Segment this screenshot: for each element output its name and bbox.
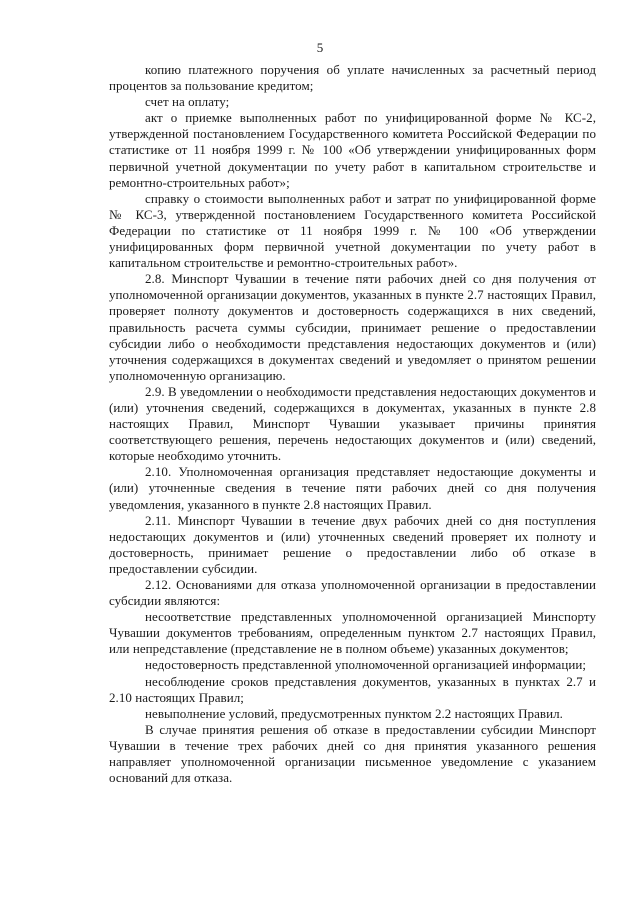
paragraph-payment-order: копию платежного поручения об уплате начисленных за расчетный период процентов за пользование кредитом; (109, 62, 596, 94)
paragraph-clause-2-10: 2.10. Уполномоченная организация представляет недостающие документы и (или) уточненные сведения в течение пяти рабочих дней со дня получения уведомления, указанного в пункте 2.8 настоящих Правил. (109, 464, 596, 512)
paragraph-clause-2-8: 2.8. Минспорт Чувашии в течение пяти рабочих дней со дня получения от уполномоченной организации документов, указанных в пункте 2.7 настоящих Правил, проверяет полноту документов и достоверность содержащихся в них сведений, правильность расчета суммы субсидии, принимает решение о предоставлении субсидии либо о необходимости представления недостающих документов и (или) уточнения содержащихся в документах сведений и уведомляет о принятом решении уполномоченную организацию. (109, 271, 596, 383)
paragraph-invoice: счет на оплату; (145, 94, 230, 110)
paragraph-clause-2-11: 2.11. Минспорт Чувашии в течение двух рабочих дней со дня поступления недостающих документов и (или) уточненных сведений проверяет их полноту и достоверность, принимает решение о предоставлении либо об отказе в предоставлении субсидии. (109, 512, 596, 576)
paragraph-refusal-notice: В случае принятия решения об отказе в предоставлении субсидии Минспорт Чувашии в течение трех рабочих дней со дня принятия указанного решения направляет уполномоченной организации письменное уведомление с указанием оснований для отказа. (109, 721, 596, 786)
paragraph-refusal-reason-1: несоответствие представленных уполномоченной организацией Минспорту Чувашии документов требованиям, определенным пунктом 2.7 настоящих Правил, или непредставление (представление не в полном объеме) указанных документов; (109, 609, 596, 657)
paragraph-clause-2-9: 2.9. В уведомлении о необходимости представления недостающих документов и (или) уточнения сведений, содержащихся в документах, указанных в пункте 2.8 настоящих Правил, Минспорт Чувашии указывает причины принятия соответствующего решения, перечень недостающих документов и (или) сведений, которые необходимо уточнить. (109, 383, 596, 464)
paragraph-ks3-certificate: справку о стоимости выполненных работ и затрат по унифицированной форме № КС-3, утвержденной постановлением Государственного комитета Российской Федерации по статистике от 11 ноября 1999 г. № 100 «Об утверждении унифицированных форм первичной учетной документации по учету работ в капитальном строительстве и ремонтно-строительных работ». (109, 190, 596, 271)
document-body (109, 62, 596, 786)
paragraph-refusal-reason-4: невыполнение условий, предусмотренных пунктом 2.2 настоящих Правил. (145, 705, 563, 721)
paragraph-ks2-act: акт о приемке выполненных работ по унифицированной форме № КС-2, утвержденной постановлением Государственного комитета Российской Федерации по статистике от 11 ноября 1999 г. № 100 «Об утверждении унифицированных форм первичной учетной документации по учету работ в капитальном строительстве и ремонтно-строительных работ»; (109, 110, 596, 190)
page-number: 5 (316, 40, 324, 55)
paragraph-clause-2-12: 2.12. Основаниями для отказа уполномоченной организации в предоставлении субсидии являются: (109, 577, 596, 609)
paragraph-refusal-reason-3: несоблюдение сроков представления документов, указанных в пунктах 2.7 и 2.10 настоящих Правил; (109, 673, 596, 705)
paragraph-refusal-reason-2: недостоверность представленной уполномоченной организацией информации; (145, 657, 587, 673)
